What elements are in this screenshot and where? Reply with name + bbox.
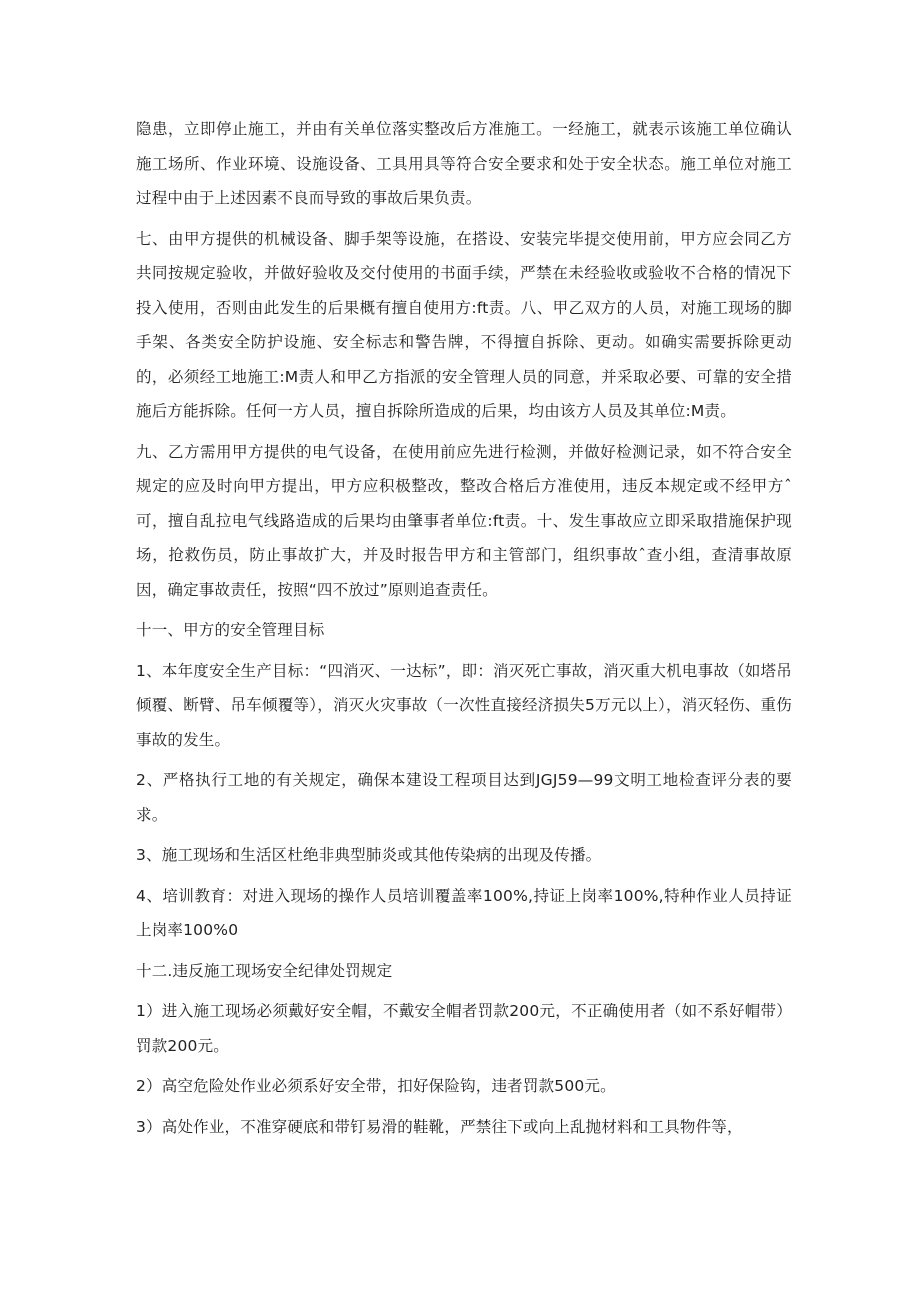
paragraph-goal-2: 2、严格执行工地的有关规定，确保本建设工程项目达到JGJ59—99文明工地检查评分表的要求。 <box>136 771 792 824</box>
paragraph-clause-7-8: 七、由甲方提供的机械设备、脚手架等设施，在搭设、安装完毕提交使用前，甲方应会同乙方共同按规定验收，并做好验收及交付使用的书面手续，严禁在未经验收或验收不合格的情况下投入使用，否则由此发生的后果概有擅自使用方:ft责。八、甲乙双方的人员，对施工现场的脚手架、各类安全防护设施、安全标志和警告牌，不得擅自拆除、更动。如确实需要拆除更动的，必须经工地施工:M责人和甲乙方指派的安全管理人员的同意，并采取必要、可靠的安全措施后方能拆除。任何一方人员，擅自拆除所造成的后果，均由该方人员及其单位:M责。 <box>136 229 792 420</box>
section-heading-11: 十一、甲方的安全管理目标 <box>136 621 325 639</box>
paragraph-clause-9-10: 九、乙方需用甲方提供的电气设备，在使用前应先进行检测，并做好检测记录，如不符合安全规定的应及时向甲方提出，甲方应积极整改，整改合格后方准使用，违反本规定或不经甲方ˆ可，擅自乱拉电气线路造成的后果均由肇事者单位:ft责。十、发生事故应立即采取措施保护现场，抢救伤员，防止事故扩大，并及时报告甲方和主管部门，组织事故ˆ查小组，查清事故原因，确定事故责任，按照“四不放过”原则追查责任。 <box>136 442 792 599</box>
paragraph-goal-1: 1、本年度安全生产目标：“四消灭、一达标”，即：消灭死亡事故，消灭重大机电事故（如塔吊倾覆、断臂、吊车倾覆等），消灭火灾事故（一次性直接经济损失5万元以上），消灭轻伤、重伤事故的发生。 <box>136 661 792 749</box>
paragraph-goal-3: 3、施工现场和生活区杜绝非典型肺炎或其他传染病的出现及传播。 <box>136 846 602 864</box>
document-body <box>136 112 792 1150</box>
paragraph-continuation: 隐患，立即停止施工，并由有关单位落实整改后方准施工。一经施工，就表示该施工单位确认施工场所、作业环境、设施设备、工具用具等符合安全要求和处于安全状态。施工单位对施工过程中由于上述因素不良而导致的事故后果负责。 <box>136 120 792 207</box>
paragraph-penalty-2: 2）高空危险处作业必须系好安全带，扣好保险钩，违者罚款500元。 <box>136 1077 616 1095</box>
paragraph-penalty-3: 3）高处作业，不准穿硬底和带钉易滑的鞋靴，严禁往下或向上乱抛材料和工具物件等， <box>136 1117 743 1136</box>
paragraph-goal-4: 4、培训教育：对进入现场的操作人员培训覆盖率100%,持证上岗率100%,特种作业人员持证上岗率100%0 <box>136 886 792 939</box>
paragraph-penalty-1: 1）进入施工现场必须戴好安全帽，不戴安全帽者罚款200元，不正确使用者（如不系好帽带）罚款200元。 <box>136 1002 792 1055</box>
section-heading-12: 十二.违反施工现场安全纪律处罚规定 <box>136 961 393 980</box>
